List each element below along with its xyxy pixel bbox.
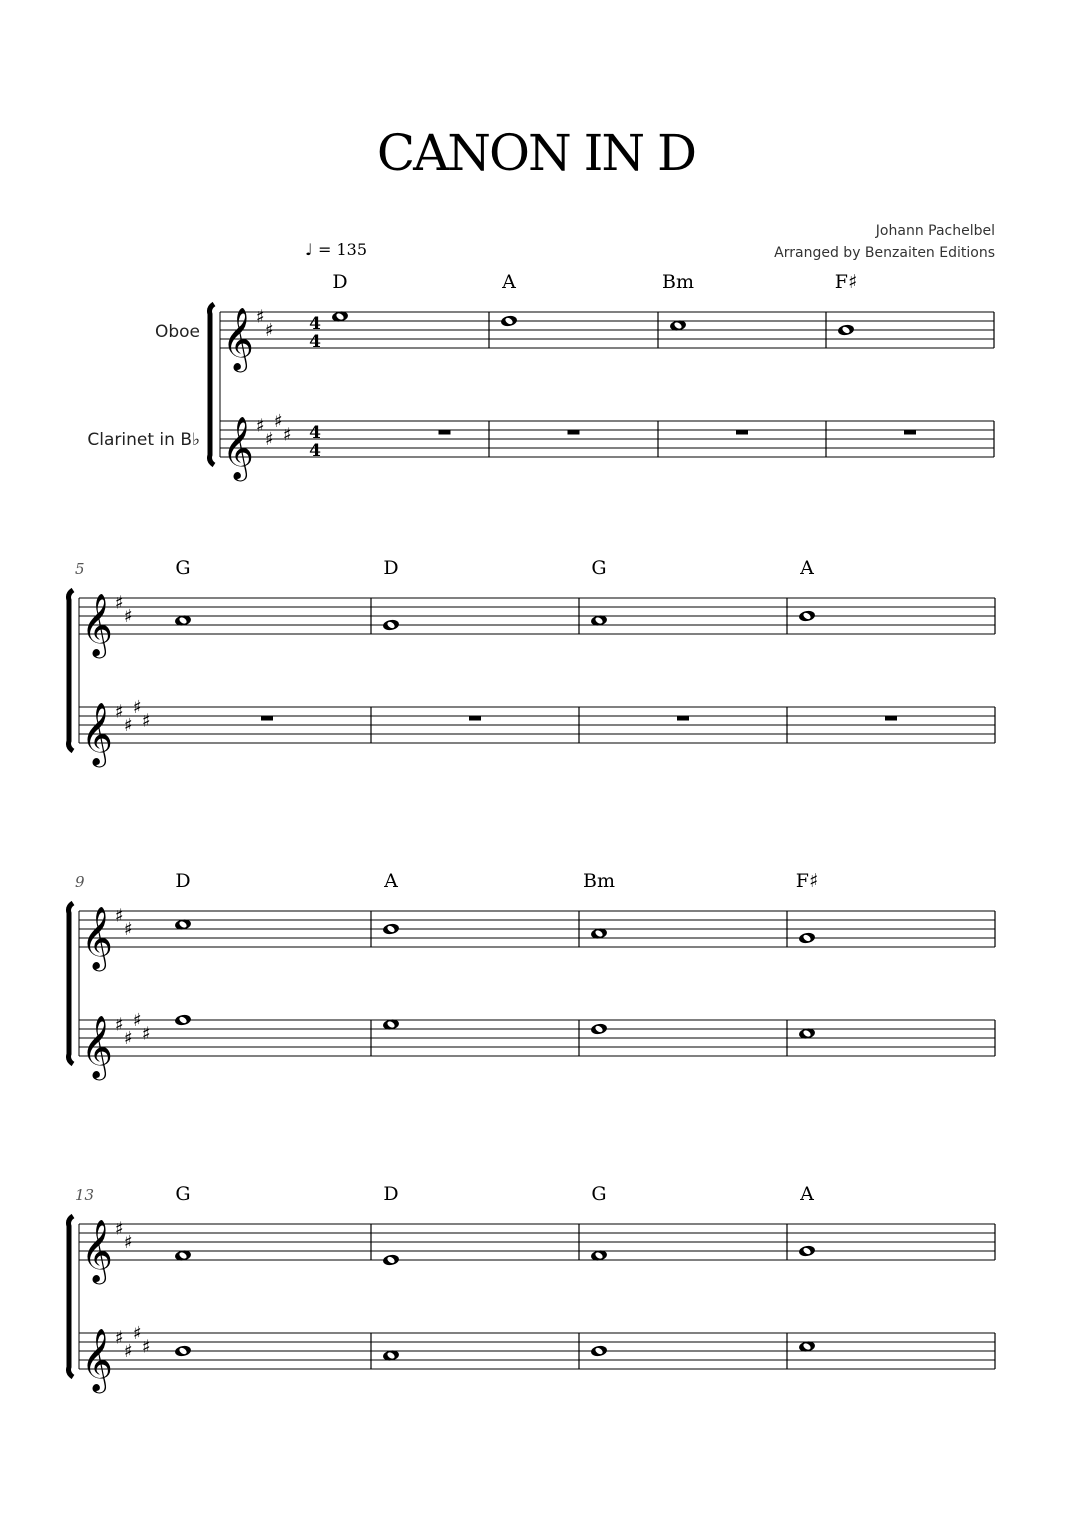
treble-clef-icon: 𝄞 [81, 1015, 113, 1078]
chord-symbol: G [175, 1183, 191, 1205]
whole-rest-icon [568, 430, 580, 435]
chord-symbol: G [591, 1183, 607, 1205]
time-signature-bottom: 4 [309, 441, 321, 461]
sharp-icon: ♯ [124, 606, 133, 627]
system-bracket [69, 903, 74, 1064]
time-signature-bottom: 4 [309, 332, 321, 352]
whole-rest-icon [736, 430, 748, 435]
system-3 [69, 870, 996, 1081]
sharp-icon: ♯ [124, 919, 133, 940]
treble-clef-icon: 𝄞 [81, 593, 113, 656]
chord-symbol: D [383, 557, 399, 579]
chord-symbol: A [384, 870, 398, 892]
sharp-icon: ♯ [124, 1028, 133, 1049]
time-signature-top: 4 [309, 423, 321, 443]
whole-note-icon [382, 923, 399, 936]
sharp-icon: ♯ [124, 1341, 133, 1362]
sharp-icon: ♯ [274, 411, 283, 432]
measure-number: 9 [75, 873, 85, 891]
chord-symbol: A [502, 271, 516, 293]
treble-clef-icon: 𝄞 [222, 307, 254, 370]
whole-note-icon [500, 315, 517, 328]
whole-note-icon [590, 1345, 607, 1358]
chord-symbol: A [800, 557, 814, 579]
system-bracket [210, 304, 215, 465]
sharp-icon: ♯ [265, 429, 274, 450]
whole-note-icon [174, 1345, 191, 1358]
treble-clef-icon: 𝄞 [81, 702, 113, 765]
sharp-icon: ♯ [124, 715, 133, 736]
chord-symbol: D [175, 870, 191, 892]
whole-note-icon [590, 1023, 607, 1036]
sharp-icon: ♯ [133, 1323, 142, 1344]
whole-note-icon [382, 619, 399, 632]
composer-credit: Johann Pachelbel [875, 223, 995, 239]
chord-symbol: G [591, 557, 607, 579]
system-bracket [69, 1216, 74, 1377]
whole-rest-icon [439, 430, 451, 435]
treble-clef-icon: 𝄞 [222, 416, 254, 479]
chord-symbol: A [800, 1183, 814, 1205]
whole-note-icon [837, 324, 854, 337]
sharp-icon: ♯ [256, 415, 265, 437]
time-signature-top: 4 [309, 314, 321, 334]
whole-note-icon [798, 1245, 815, 1258]
sharp-icon: ♯ [115, 701, 124, 723]
whole-rest-icon [904, 430, 916, 435]
chord-symbol: D [332, 271, 348, 293]
treble-clef-icon: 𝄞 [81, 1219, 113, 1282]
sharp-icon: ♯ [115, 1014, 124, 1036]
instrument-label-oboe: Oboe [154, 322, 200, 342]
chord-symbol: F♯ [834, 271, 858, 293]
chord-symbol: Bm [662, 271, 694, 293]
sharp-icon: ♯ [142, 1023, 151, 1045]
arranger-credit: Arranged by Benzaiten Editions [774, 245, 995, 261]
score-title: CANON IN D [376, 124, 696, 182]
sharp-icon: ♯ [133, 1010, 142, 1031]
system-bracket [69, 590, 74, 751]
treble-clef-icon: 𝄞 [81, 906, 113, 969]
whole-rest-icon [469, 716, 481, 721]
sharp-icon: ♯ [115, 1327, 124, 1349]
sharp-icon: ♯ [133, 697, 142, 718]
whole-note-icon [174, 1014, 191, 1027]
chord-symbol: Bm [583, 870, 615, 892]
score-systems [69, 271, 996, 1394]
sharp-icon: ♯ [256, 306, 265, 328]
chord-symbol: G [175, 557, 191, 579]
instrument-label-clarinet: Clarinet in B♭ [87, 430, 200, 450]
sharp-icon: ♯ [115, 592, 124, 614]
sharp-icon: ♯ [124, 1232, 133, 1253]
measure-number: 13 [75, 1186, 95, 1204]
tempo-marking [305, 240, 367, 259]
whole-note-icon [382, 1254, 399, 1267]
tempo-value: = 135 [318, 240, 368, 259]
measure-number: 5 [75, 560, 85, 578]
system-4 [69, 1183, 996, 1394]
treble-clef-icon: 𝄞 [81, 1328, 113, 1391]
sharp-icon: ♯ [283, 424, 292, 446]
whole-note-icon [798, 932, 815, 945]
system-1 [210, 271, 995, 482]
sharp-icon: ♯ [142, 1336, 151, 1358]
whole-rest-icon [885, 716, 897, 721]
sharp-icon: ♯ [142, 710, 151, 732]
sharp-icon: ♯ [115, 1218, 124, 1240]
sharp-icon: ♯ [115, 905, 124, 927]
sharp-icon: ♯ [265, 320, 274, 341]
whole-rest-icon [677, 716, 689, 721]
system-2 [69, 557, 996, 768]
chord-symbol: F♯ [795, 870, 819, 892]
whole-rest-icon [261, 716, 273, 721]
chord-symbol: D [383, 1183, 399, 1205]
quarter-note-icon: ♩ [305, 240, 313, 259]
whole-note-icon [798, 610, 815, 623]
